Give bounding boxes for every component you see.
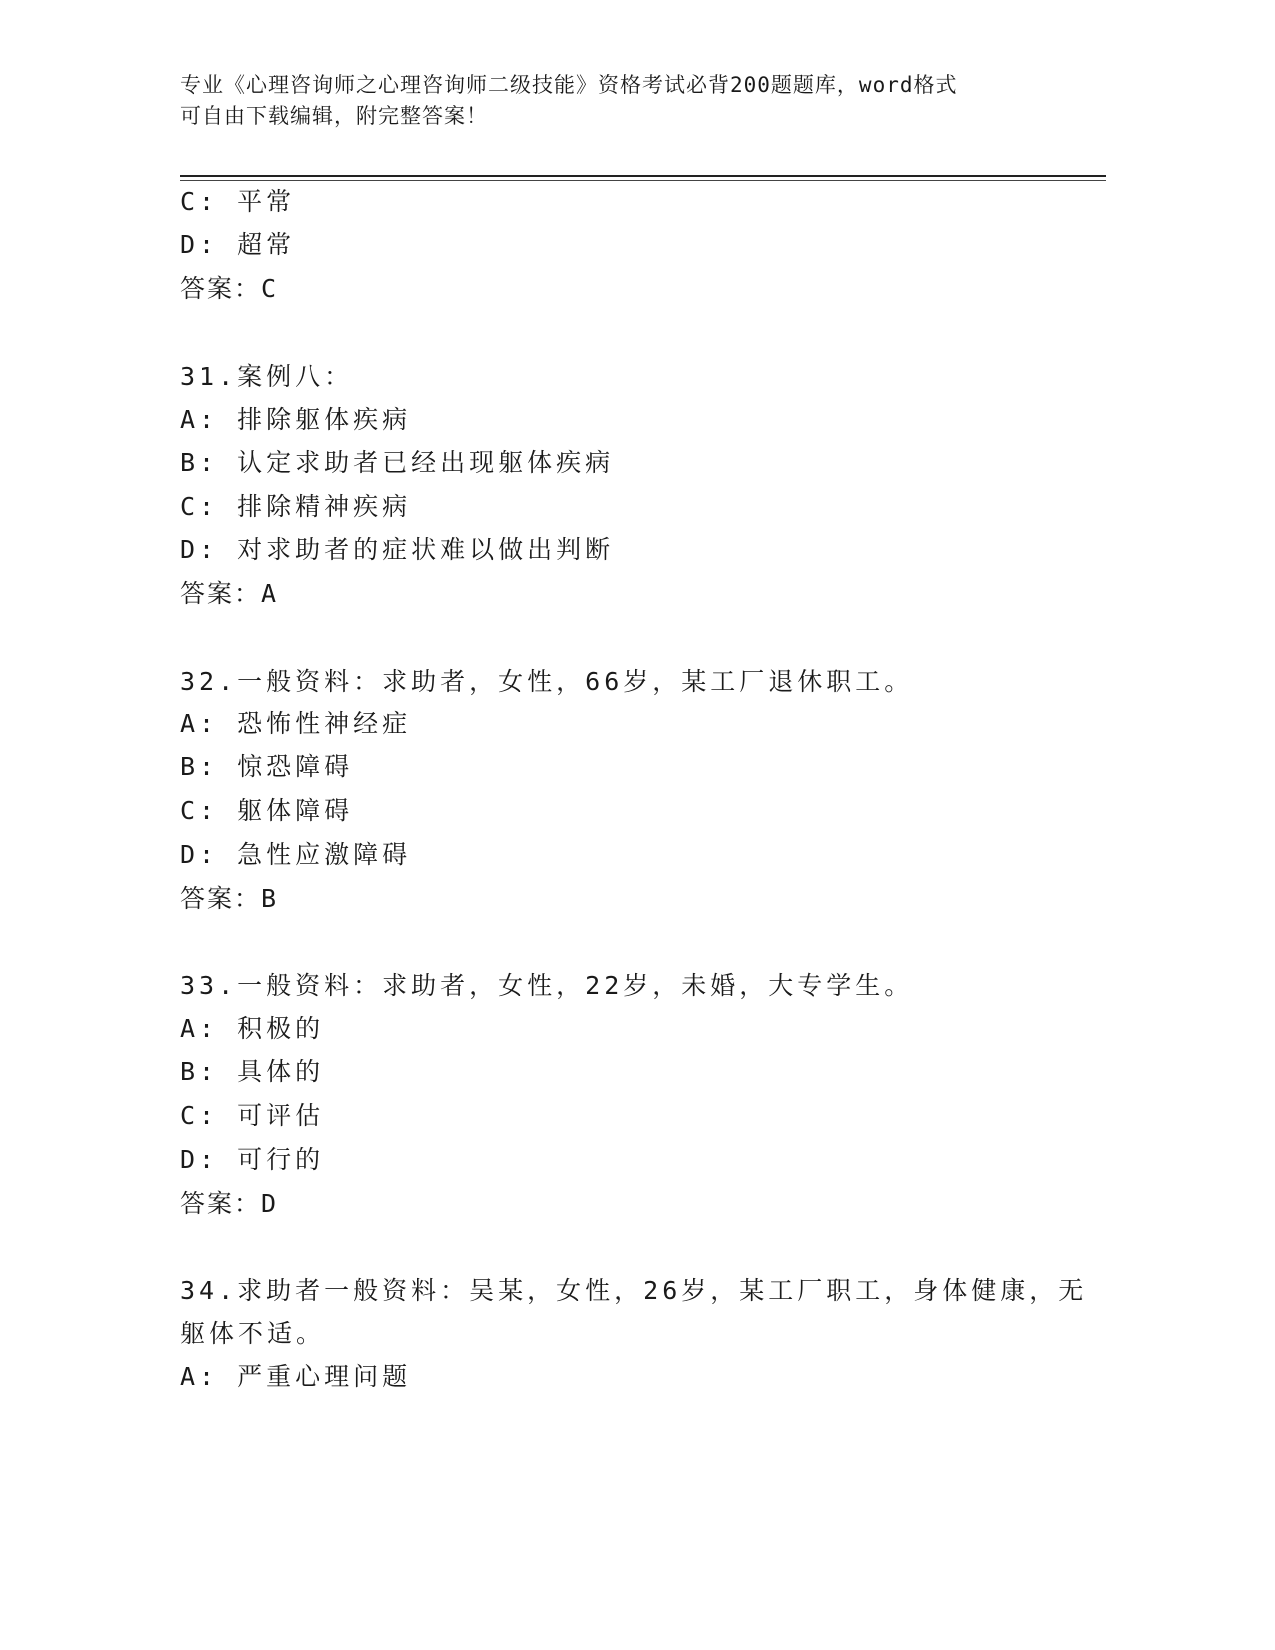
header-divider-thick	[180, 175, 1106, 177]
header-divider-thin	[180, 180, 1106, 181]
q34-stem-line-1: 34.求助者一般资料：吴某，女性，26岁，某工厂职工，身体健康，无	[180, 1276, 1088, 1305]
q33-option-c: C: 可评估	[180, 1101, 325, 1130]
q33-stem: 33.一般资料：求助者，女性，22岁，未婚，大专学生。	[180, 971, 914, 1000]
q32-option-d: D: 急性应激障碍	[180, 840, 412, 869]
header-line-2: 可自由下载编辑，附完整答案！	[180, 104, 488, 128]
q31-stem: 31.案例八：	[180, 362, 354, 391]
q31-option-d: D: 对求助者的症状难以做出判断	[180, 535, 615, 564]
prev-answer: 答案：C	[180, 274, 279, 303]
q33-option-d: D: 可行的	[180, 1145, 325, 1174]
q32-stem: 32.一般资料：求助者，女性，66岁，某工厂退休职工。	[180, 667, 914, 696]
q32-option-b: B: 惊恐障碍	[180, 752, 354, 781]
q32-option-a: A: 恐怖性神经症	[180, 709, 412, 738]
q32-option-c: C: 躯体障碍	[180, 796, 354, 825]
q33-option-a: A: 积极的	[180, 1014, 325, 1043]
q31-option-c: C: 排除精神疾病	[180, 492, 412, 521]
prev-option-c: C: 平常	[180, 187, 296, 216]
header-line-1: 专业《心理咨询师之心理咨询师二级技能》资格考试必背200题题库，word格式	[180, 73, 958, 97]
q33-answer: 答案：D	[180, 1189, 279, 1218]
q31-option-a: A: 排除躯体疾病	[180, 405, 412, 434]
q32-answer: 答案：B	[180, 884, 279, 913]
q34-option-a: A: 严重心理问题	[180, 1362, 412, 1391]
q31-option-b: B: 认定求助者已经出现躯体疾病	[180, 448, 615, 477]
q33-option-b: B: 具体的	[180, 1057, 325, 1086]
q34-stem-line-2: 躯体不适。	[180, 1319, 326, 1348]
document-header	[180, 70, 1060, 132]
q31-answer: 答案：A	[180, 579, 279, 608]
prev-option-d: D: 超常	[180, 230, 296, 259]
